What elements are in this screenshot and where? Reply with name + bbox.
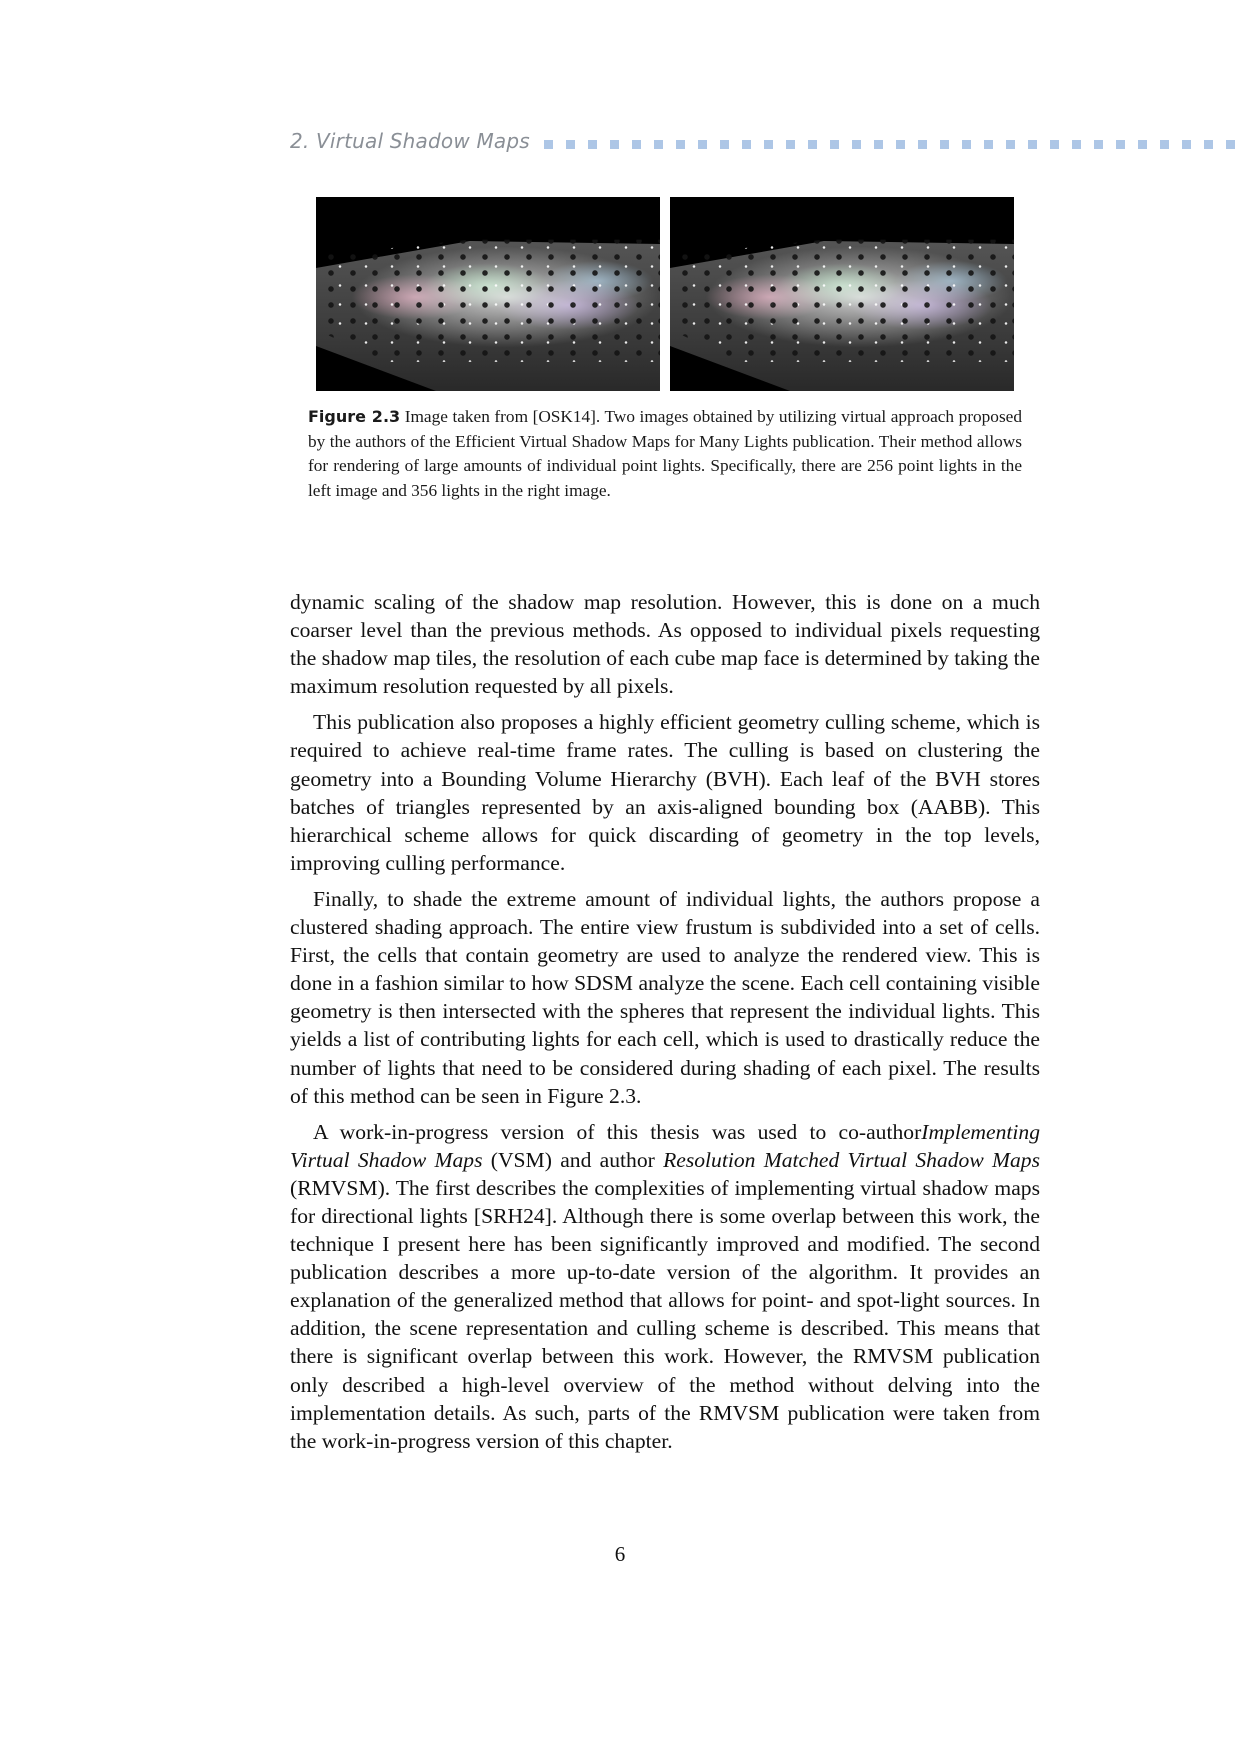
running-header: [290, 126, 1240, 156]
header-dotted-rule: [544, 140, 1240, 149]
paragraph-2: This publication also proposes a highly efficient geometry culling scheme, which is required to achieve real-time frame rates. The culling is based on clustering the geometry into a Bounding Volume Hierarchy (BVH). Each leaf of the BVH stores batches of triangles represented by an axis-aligned bounding box (AABB). This hierarchical scheme allows for quick discarding of geometry in the top levels, improving culling performance.: [290, 710, 1040, 875]
chapter-title: 2. Virtual Shadow Maps: [290, 129, 530, 153]
page-number: 6: [614, 1542, 626, 1566]
body-text: [290, 588, 1040, 1463]
title-implementing-vsm: Implementing Virtual Shadow Maps: [290, 1119, 1040, 1172]
paragraph-4-part-1: A work-in-progress version of this thesis was used to co-author: [313, 1119, 922, 1144]
figure-image-left: [316, 197, 660, 391]
caption-text: Image taken from [OSK14]. Two images obtained by utilizing virtual approach proposed by the authors of the Efficient Virtual Shadow Maps for Many Lights publication. Their method allows for rendering of large amounts of individual point lights. Specifically, there are 256 point lights in the left image and 356 lights in the right image.: [308, 407, 1022, 500]
paragraph-4-part-3: (RMVSM). The first describes the complexities of implementing virtual shadow maps for directional lights [SRH24]. Although there is some overlap between this work, the technique I present here has been significantly improved and modified. The second publication describes a more up-to-date version of the algorithm. It provides an explanation of the generalized method that allows for point- and spot-light sources. In addition, the scene representation and culling scheme is described. This means that there is significant overlap between this work. However, the RMVSM publication only described a high-level overview of the method without delving into the implementation details. As such, parts of the RMVSM publication were taken from the work-in-progress version of this chapter.: [290, 1175, 1040, 1453]
paragraph-4: [290, 1118, 1040, 1455]
paragraph-4-part-2: (VSM) and author: [482, 1147, 664, 1172]
figure-caption: [308, 405, 1022, 503]
figure-image-right: [670, 197, 1014, 391]
paragraph-1: dynamic scaling of the shadow map resolution. However, this is done on a much coarser level than the previous methods. As opposed to individual pixels requesting the shadow map tiles, the resolution of each cube map face is determined by taking the maximum resolution requested by all pixels.: [290, 590, 1040, 699]
title-rmvsm: Resolution Matched Virtual Shadow Maps: [663, 1147, 1040, 1172]
caption-label: Figure 2.3: [308, 407, 401, 426]
figure-2-3: [316, 197, 1014, 391]
paragraph-3: Finally, to shade the extreme amount of individual lights, the authors propose a clustered shading approach. The entire view frustum is subdivided into a set of cells. First, the cells that contain geometry are used to analyze the rendered view. This is done in a fashion similar to how SDSM analyze the scene. Each cell containing visible geometry is then intersected with the spheres that represent the individual lights. This yields a list of contributing lights for each cell, which is used to drastically reduce the number of lights that need to be considered during shading of each pixel. The results of this method can be seen in Figure 2.3.: [290, 886, 1040, 1108]
